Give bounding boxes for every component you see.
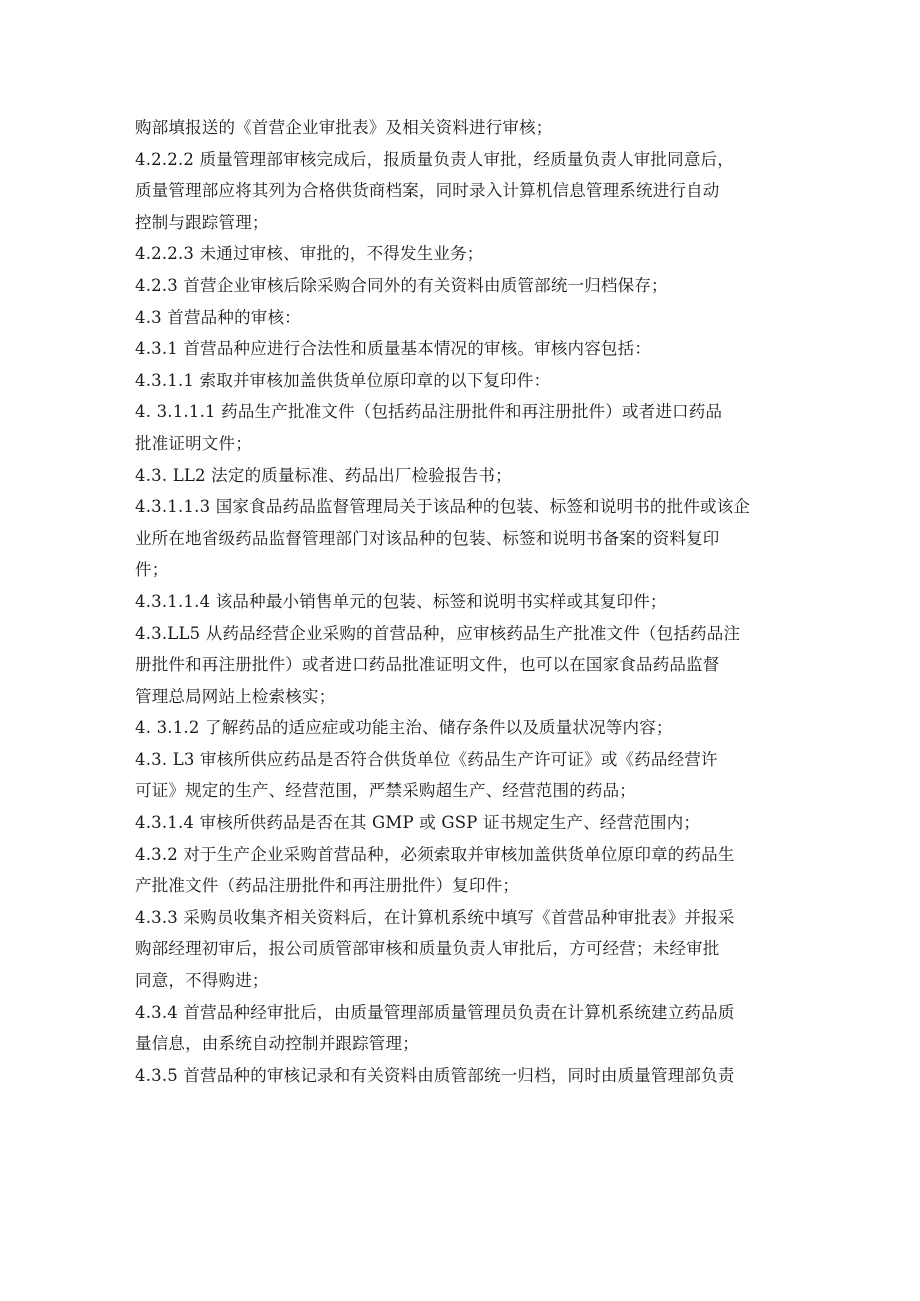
text-line: 4.3.1.1.3 国家食品药品监督管理局关于该品种的包装、标签和说明书的批件或该企 — [135, 497, 751, 517]
text-line: 购部填报送的《首营企业审批表》及相关资料进行审核； — [135, 118, 553, 137]
text-line: 4.3.1 首营品种应进行合法性和质量基本情况的审核。审核内容包括： — [135, 339, 652, 359]
document-body — [135, 112, 790, 1091]
text-line: 管理总局网站上检索核实； — [135, 686, 336, 706]
text-line: 4.3.2 对于生产企业采购首营品种，必须索取并审核加盖供货单位原印章的药品生 — [135, 844, 735, 864]
text-line: 同意，不得购进； — [135, 971, 269, 991]
text-line: 4.3. L3 审核所供应药品是否符合供货单位《药品生产许可证》或《药品经营许 — [135, 749, 718, 769]
text-line: 件； — [135, 560, 169, 580]
text-line: 4. 3.1.2 了解药品的适应症或功能主治、储存条件以及质量状况等内容； — [135, 718, 673, 738]
text-line: 4.2.2.3 未通过审核、审批的，不得发生业务； — [135, 244, 484, 264]
text-line: 4.3.1.1 索取并审核加盖供货单位原印章的以下复印件： — [135, 370, 551, 390]
text-line: 4.3.LL5 从药品经营企业采购的首营品种，应审核药品生产批准文件（包括药品注 — [135, 623, 741, 643]
text-line: 控制与跟踪管理； — [135, 212, 269, 232]
text-line: 购部经理初审后，报公司质管部审核和质量负责人审批后，方可经营；未经审批 — [135, 939, 720, 959]
text-line: 册批件和再注册批件）或者进口药品批准证明文件，也可以在国家食品药品监督 — [135, 655, 720, 675]
text-line: 量信息，由系统自动控制并跟踪管理； — [135, 1034, 419, 1054]
text-line: 4.3.4 首营品种经审批后，由质量管理部质量管理员负责在计算机系统建立药品质 — [135, 1002, 735, 1022]
text-line: 4.3.5 首营品种的审核记录和有关资料由质管部统一归档，同时由质量管理部负责 — [135, 1065, 735, 1085]
text-line: 质量管理部应将其列为合格供货商档案，同时录入计算机信息管理系统进行自动 — [135, 181, 720, 201]
text-line: 4.3. LL2 法定的质量标准、药品出厂检验报告书； — [135, 465, 512, 485]
text-line: 4. 3.1.1.1 药品生产批准文件（包括药品注册批件和再注册批件）或者进口药品 — [135, 402, 723, 422]
text-line: 4.2.3 首营企业审核后除采购合同外的有关资料由质管部统一归档保存； — [135, 275, 668, 295]
text-line: 业所在地省级药品监督管理部门对该品种的包装、标签和说明书备案的资料复印 — [135, 528, 720, 548]
text-line: 4.3.1.4 审核所供药品是否在其 GMP 或 GSP 证书规定生产、经营范围内； — [135, 813, 701, 833]
text-line: 产批准文件（药品注册批件和再注册批件）复印件； — [135, 876, 520, 896]
text-line: 4.2.2.2 质量管理部审核完成后，报质量负责人审批，经质量负责人审批同意后， — [135, 149, 734, 169]
section-heading: 4.3 首营品种的审核： — [135, 307, 301, 327]
text-line: 4.3.3 采购员收集齐相关资料后，在计算机系统中填写《首营品种审批表》并报采 — [135, 907, 735, 927]
text-line: 4.3.1.1.4 该品种最小销售单元的包装、标签和说明书实样或其复印件； — [135, 591, 667, 611]
text-line: 可证》规定的生产、经营范围，严禁采购超生产、经营范围的药品； — [135, 781, 636, 801]
text-line: 批准证明文件； — [135, 433, 252, 453]
